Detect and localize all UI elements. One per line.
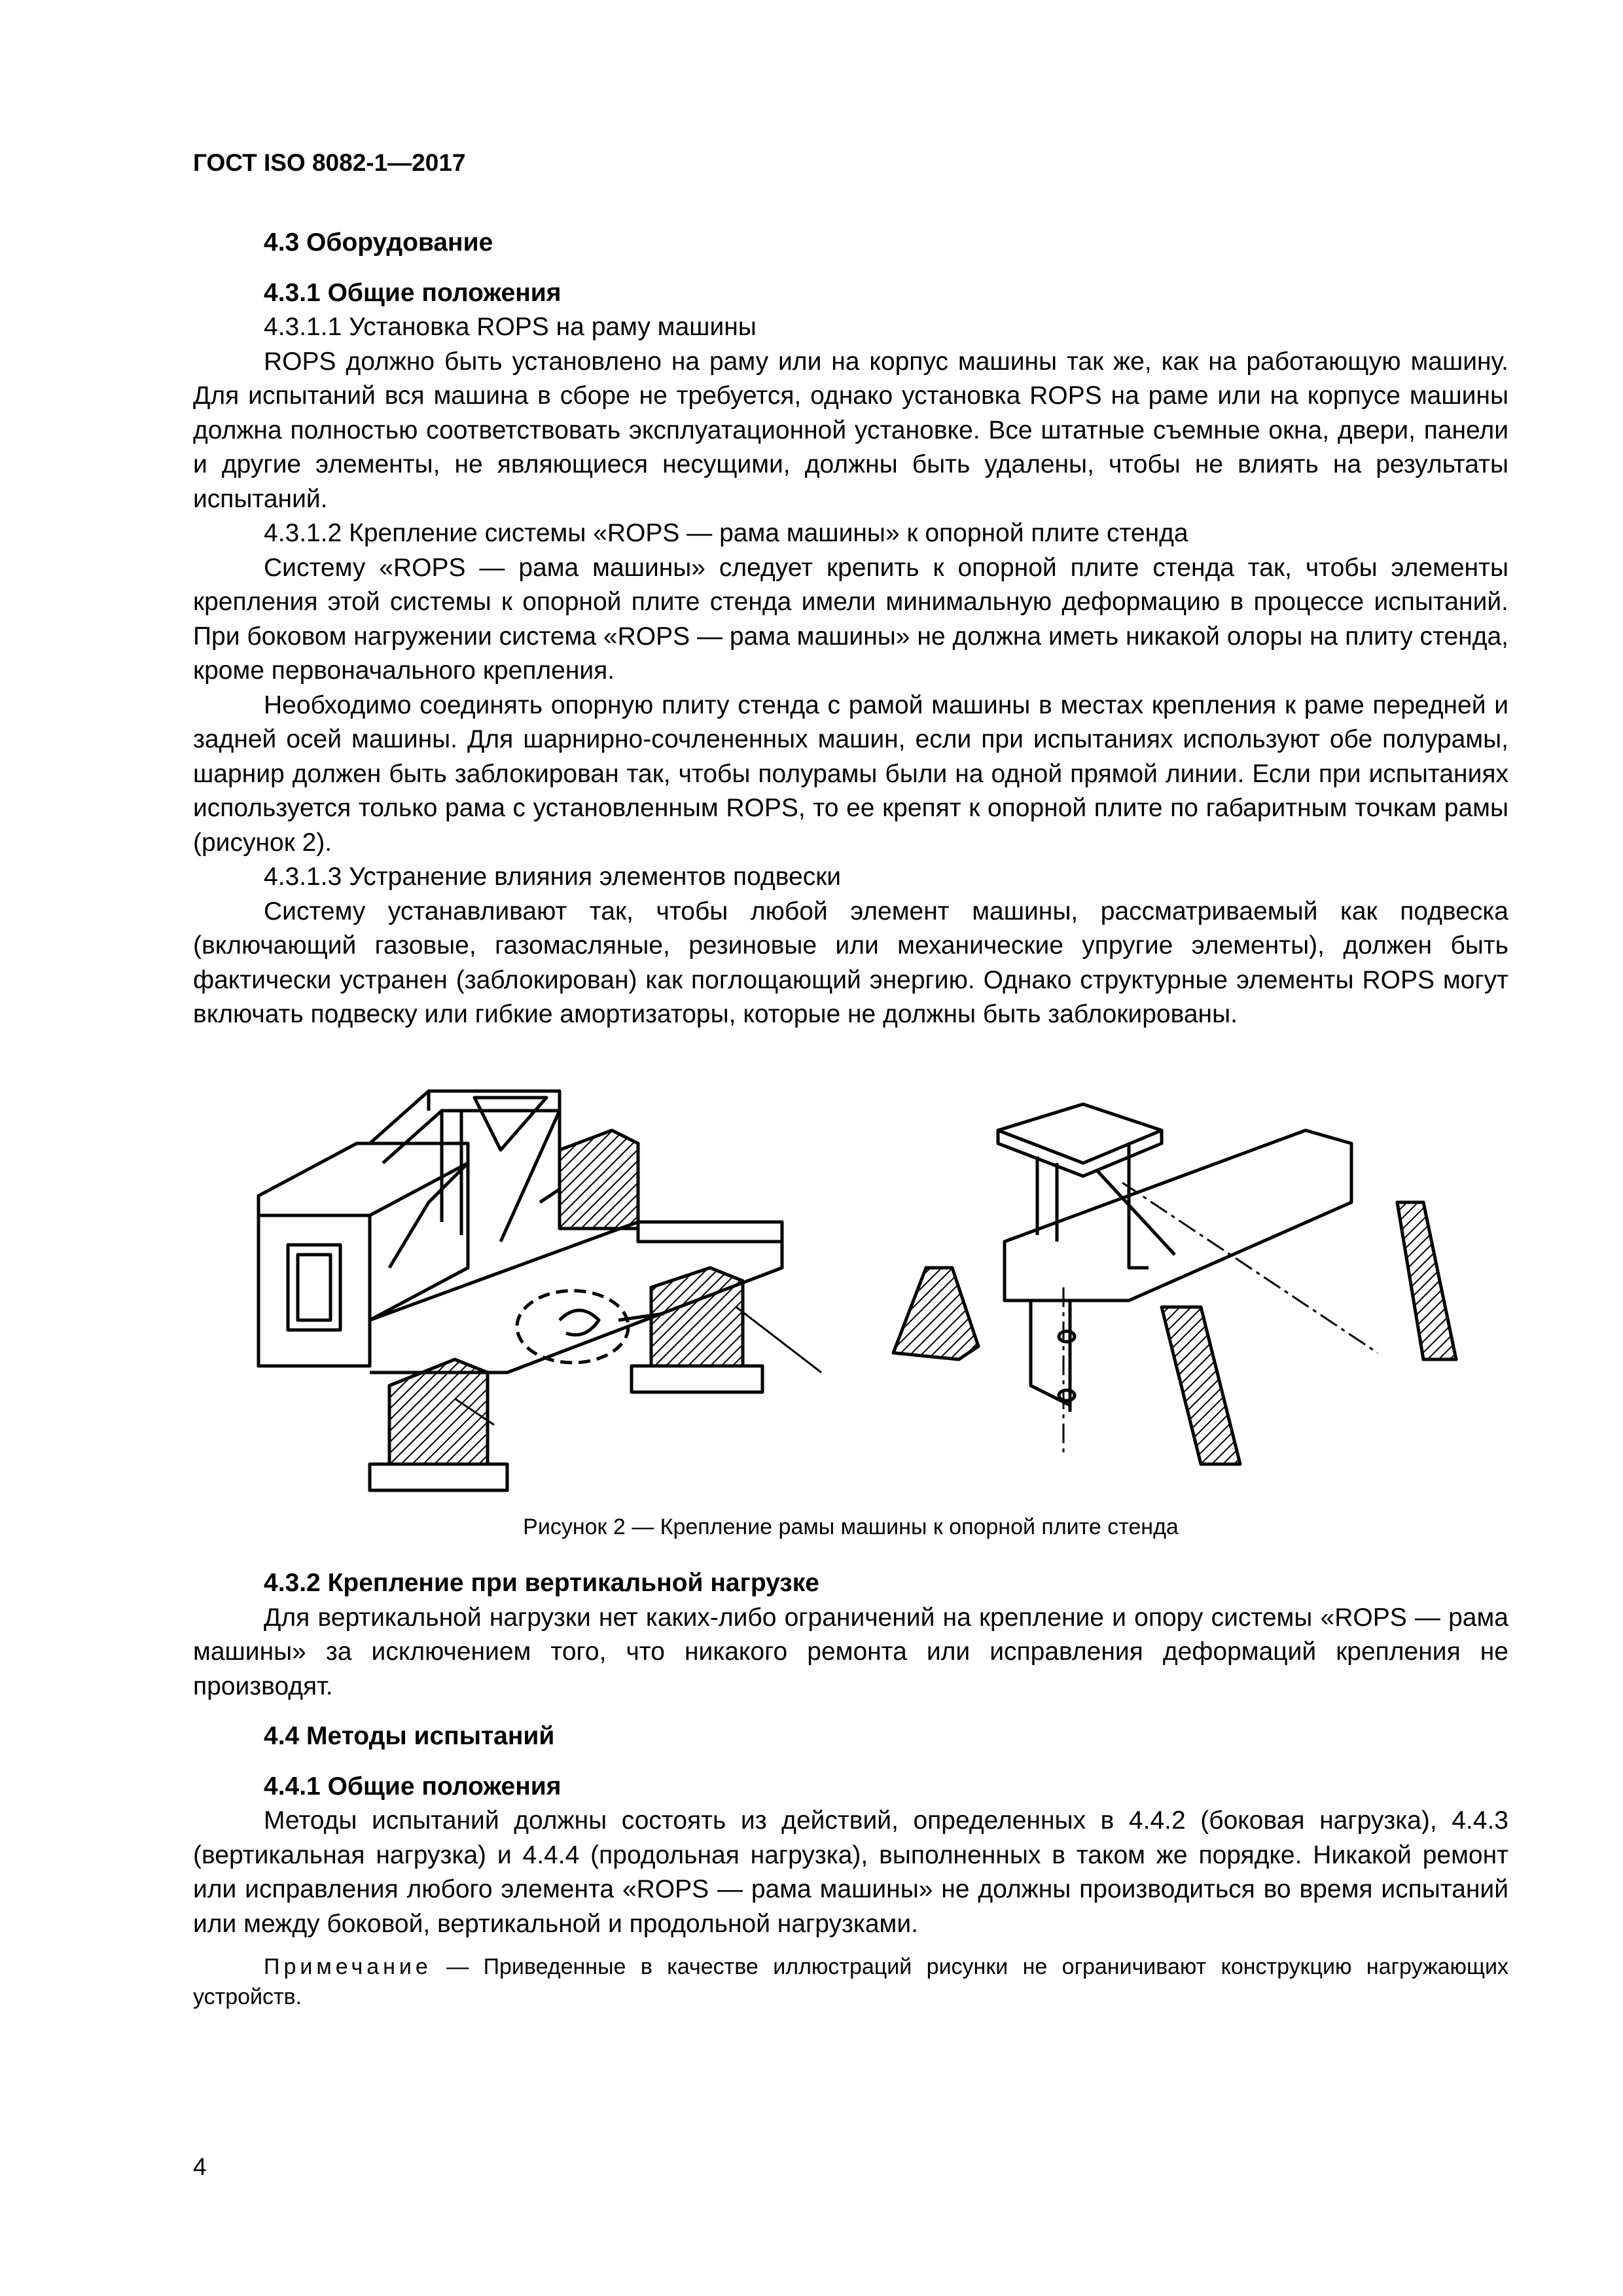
paragraph-4-3-1-2-b: Необходимо соединять опорную плиту стенда с рамой машины в местах крепления к раме передней и задней осей машины. Для шарнирно-сочлененных машин, если при испытаниях используют обе полурамы, шарнир должен быть заблокирован так, чтобы полурамы были на одной прямой линии. Если при испытаниях используется только рама с установленным ROPS, то ее крепят к опорной плите по габаритным точкам рамы (рисунок 2). <box>193 691 1508 857</box>
note-label: Примечание <box>264 1954 432 1979</box>
note-text: — Приведенные в качестве иллюстраций рисунки не ограничивают конструкцию нагружающих устройств. <box>193 1954 1508 2009</box>
figure-2-caption: Рисунок 2 — Крепление рамы машины к опорной плите стенда <box>523 1514 1179 1539</box>
section-heading-4-4-1: 4.4.1 Общие положения <box>264 1772 562 1801</box>
paragraph-4-3-1-2-a: Систему «ROPS — рама машины» следует крепить к опорной плите стенда так, чтобы элементы крепления этой системы к опорной плите стенда имели минимальную деформацию в процессе испытаний. При боковом нагружении система «ROPS — рама машины» не должна иметь никакой олоры на плиту стенда, кроме первоначального крепления. <box>193 553 1508 685</box>
section-heading-4-3: 4.3 Оборудование <box>264 228 493 257</box>
paragraph-4-3-1-3: Систему устанавливают так, чтобы любой элемент машины, рассматриваемый как подвеска (включающий газовые, газомасляные, резиновые или механические упругие элементы), должен быть фактически устранен (заблокирован) как поглощающий энергию. Однако структурные элементы ROPS могут включать подвеску или гибкие амортизаторы, которые не должны быть заблокированы. <box>193 897 1508 1028</box>
paragraph-4-4-1: Методы испытаний должны состоять из действий, определенных в 4.4.2 (боковая нагрузка), 4.4.3 (вертикальная нагрузка) и 4.4.4 (продольная нагрузка), выполненных в таком же порядке. Никакой ремонт или исправления любого элемента «ROPS — рама машины» не должны производиться во время испытаний или между боковой, вертикальной и продольной нагрузками. <box>193 1806 1508 1938</box>
page-number: 4 <box>193 2153 207 2180</box>
document-body <box>193 226 1508 2012</box>
subsection-title-4-3-1-1: 4.3.1.1 Установка ROPS на раму машины <box>264 313 757 341</box>
paragraph-4-3-1-1: ROPS должно быть установлено на раму или на корпус машины так же, как на работающую машину. Для испытаний вся машина в сборе не требуется, однако установка ROPS на раме или на корпусе машины должна полностью соответствовать эксплуатационной установке. Все штатные съемные окна, двери, панели и другие элементы, не являющиеся несущими, должны быть удалены, чтобы не влиять на результаты испытаний. <box>193 347 1508 513</box>
machine-frame-drawing <box>193 1071 1508 1497</box>
section-heading-4-3-2: 4.3.2 Крепление при вертикальной нагрузке <box>264 1569 819 1597</box>
figure-2-illustration <box>193 1071 1508 1497</box>
section-heading-4-3-1: 4.3.1 Общие положения <box>264 278 562 307</box>
subsection-title-4-3-1-3: 4.3.1.3 Устранение влияния элементов подвески <box>264 863 842 891</box>
section-heading-4-4: 4.4 Методы испытаний <box>264 1722 555 1750</box>
document-code-header: ГОСТ ISO 8082-1—2017 <box>193 149 466 176</box>
subsection-title-4-3-1-2: 4.3.1.2 Крепление системы «ROPS — рама машины» к опорной плите стенда <box>264 519 1188 547</box>
paragraph-4-3-2: Для вертикальной нагрузки нет каких-либо ограничений на крепление и опору системы «ROPS — рама машины» за исключением того, что никакого ремонта или исправления деформаций крепления не производят. <box>193 1603 1508 1700</box>
note <box>193 1952 1508 2012</box>
